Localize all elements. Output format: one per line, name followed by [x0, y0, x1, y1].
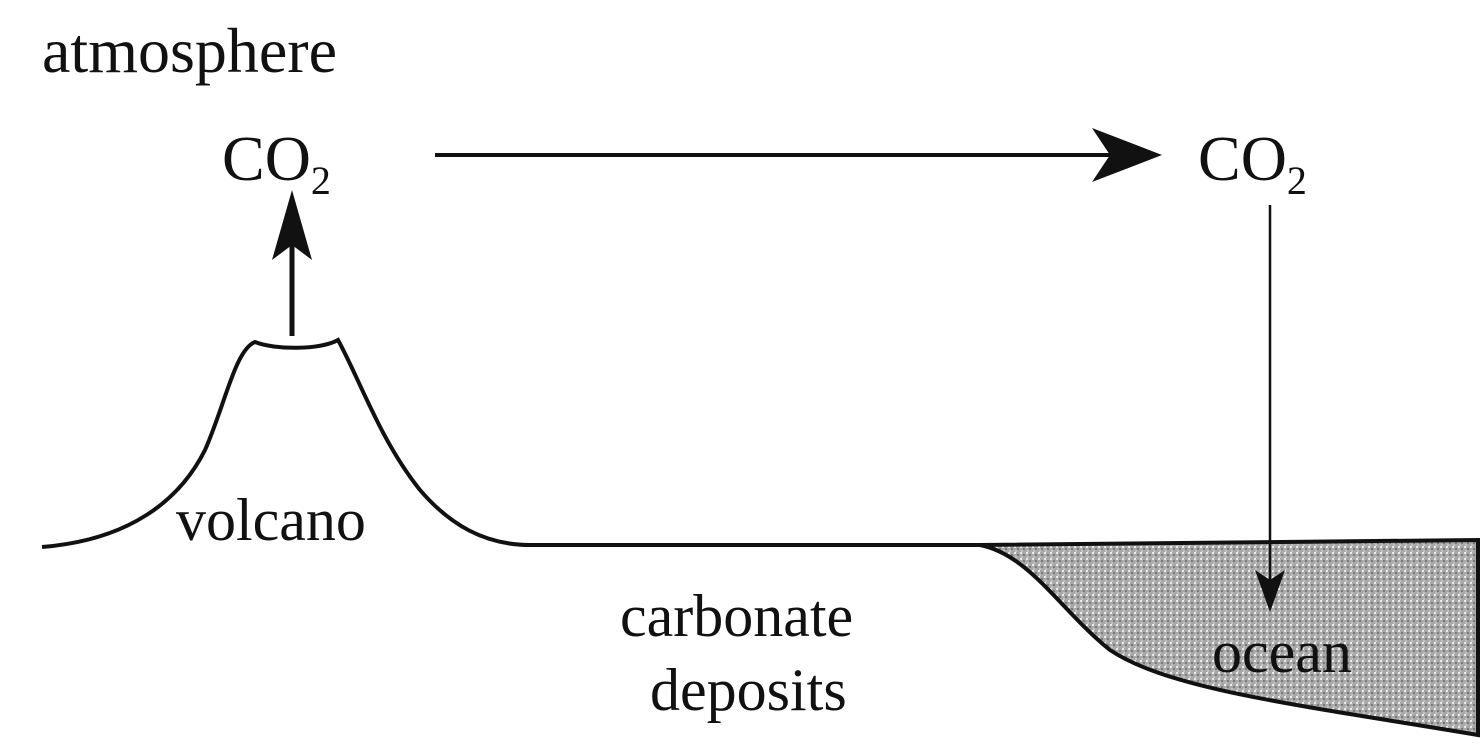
deposits-label: deposits	[650, 657, 847, 723]
co2-right-subscript: 2	[1286, 158, 1307, 203]
co2-left-subscript: 2	[310, 158, 331, 203]
co2-left-label	[222, 123, 331, 203]
co2-right-text: CO	[1198, 123, 1287, 194]
ocean-label: ocean	[1212, 619, 1352, 685]
co2-left-text: CO	[222, 123, 311, 194]
co2-right-label	[1198, 123, 1307, 203]
atmosphere-label: atmosphere	[42, 15, 337, 86]
carbonate-label: carbonate	[620, 583, 854, 649]
volcano-label: volcano	[176, 487, 366, 553]
